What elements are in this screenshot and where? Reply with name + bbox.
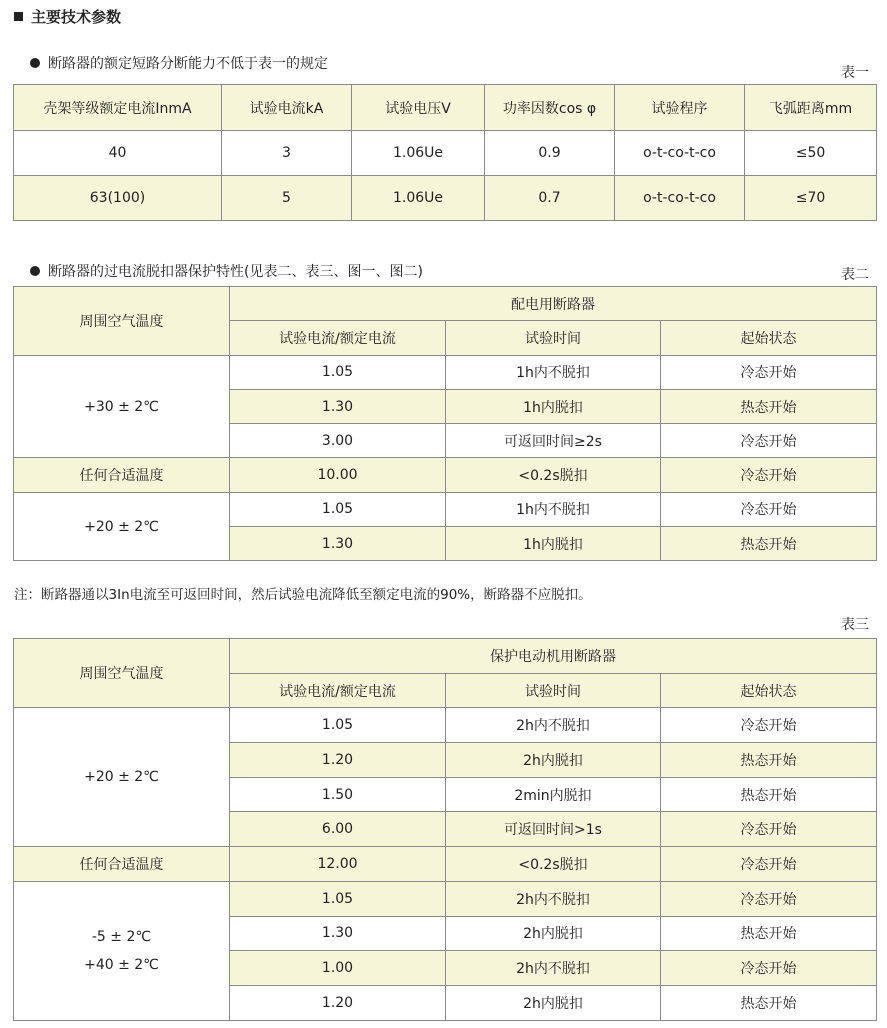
- table3-cell: 2min内脱扣: [446, 777, 661, 812]
- table2-temp-cell: 任何合适温度: [14, 458, 230, 492]
- table-row: [14, 287, 877, 321]
- table-row: [14, 639, 877, 674]
- table1-cell: 40: [14, 131, 222, 176]
- table2-label: 表二: [841, 267, 869, 283]
- table2-cell: 1.30: [230, 389, 446, 423]
- section1-bullet: [30, 53, 328, 73]
- table3-cell: <0.2s脱扣: [446, 847, 661, 882]
- note-text: 注：断路器通以3In电流至可返回时间，然后试验电流降低至额定电流的90%，断路器不应脱扣。: [14, 587, 592, 603]
- table2-group-header: 配电用断路器: [230, 287, 877, 321]
- table1-header-cell: 试验电流kA: [222, 85, 352, 131]
- table3-cell: 冷态开始: [661, 881, 877, 916]
- table2-cell: 冷态开始: [661, 492, 877, 526]
- table3-cell: 2h内不脱扣: [446, 708, 661, 743]
- table2-cell: 1h内不脱扣: [446, 355, 661, 389]
- table1-cell: 1.06Ue: [352, 176, 485, 221]
- table3-cell: 1.05: [230, 881, 446, 916]
- table3-cell: 2h内脱扣: [446, 985, 661, 1020]
- table2-sub-header: 起始状态: [661, 321, 877, 355]
- table2-cell: 1h内脱扣: [446, 527, 661, 561]
- table1-cell: o-t-co-t-co: [615, 131, 745, 176]
- table1: [13, 84, 877, 221]
- table1-cell: 3: [222, 131, 352, 176]
- table2-cell: 可返回时间≥2s: [446, 424, 661, 458]
- table3-group-header: 保护电动机用断路器: [230, 639, 877, 674]
- table-row: [14, 355, 877, 389]
- table3-cell: 6.00: [230, 812, 446, 847]
- table2-sub-header: 试验电流/额定电流: [230, 321, 446, 355]
- table1-header-cell: 试验电压V: [352, 85, 485, 131]
- section2-bullet-text: 断路器的过电流脱扣器保护特性(见表二、表三、图一、图二): [48, 264, 423, 280]
- bullet-dot-icon: [30, 58, 40, 68]
- table3-sub-header: 试验电流/额定电流: [230, 673, 446, 708]
- table2-cell: 3.00: [230, 424, 446, 458]
- table3-cell: 热态开始: [661, 777, 877, 812]
- table3-temp-cell: [14, 881, 230, 1020]
- table-row: [14, 176, 877, 221]
- table3-cell: 冷态开始: [661, 847, 877, 882]
- table3-cell: 1.20: [230, 743, 446, 778]
- table-row: [14, 492, 877, 526]
- table2-temp-cell: +30 ± 2℃: [14, 355, 230, 458]
- table2-sub-header: 试验时间: [446, 321, 661, 355]
- table-row: [14, 458, 877, 492]
- table-row: [14, 881, 877, 916]
- table2-cell: 1h内脱扣: [446, 389, 661, 423]
- table3-temp-cell: +20 ± 2℃: [14, 708, 230, 847]
- table1-cell: 5: [222, 176, 352, 221]
- table1-cell: 0.7: [485, 176, 615, 221]
- table2-cell: 1.30: [230, 527, 446, 561]
- table2-temp-cell: +20 ± 2℃: [14, 492, 230, 561]
- table3: [13, 638, 877, 1021]
- table3-cell: 可返回时间>1s: [446, 812, 661, 847]
- table-row: [14, 708, 877, 743]
- temp-line: +40 ± 2℃: [84, 956, 159, 973]
- table2-cell: 1h内不脱扣: [446, 492, 661, 526]
- table3-cell: 冷态开始: [661, 708, 877, 743]
- table1-cell: ≤70: [745, 176, 877, 221]
- table3-cell: 1.20: [230, 985, 446, 1020]
- table2-cell: 10.00: [230, 458, 446, 492]
- table1-header-cell: 功率因数cos φ: [485, 85, 615, 131]
- table3-cell: 热态开始: [661, 743, 877, 778]
- table1-cell: ≤50: [745, 131, 877, 176]
- table2: [13, 286, 877, 561]
- table1-cell: 1.06Ue: [352, 131, 485, 176]
- table3-ambient-header: 周围空气温度: [14, 639, 230, 708]
- table2-cell: <0.2s脱扣: [446, 458, 661, 492]
- table1-header-cell: 试验程序: [615, 85, 745, 131]
- square-bullet-icon: [14, 12, 23, 21]
- table3-cell: 1.50: [230, 777, 446, 812]
- table1-cell: o-t-co-t-co: [615, 176, 745, 221]
- table1-label: 表一: [841, 65, 869, 81]
- table3-cell: 1.05: [230, 708, 446, 743]
- table3-cell: 1.30: [230, 916, 446, 951]
- table2-cell: 1.05: [230, 492, 446, 526]
- section2-bullet: [30, 261, 423, 281]
- table3-cell: 冷态开始: [661, 812, 877, 847]
- bullet-dot-icon: [30, 266, 40, 276]
- table3-cell: 2h内不脱扣: [446, 881, 661, 916]
- table2-cell: 热态开始: [661, 389, 877, 423]
- table3-cell: 冷态开始: [661, 951, 877, 986]
- table3-sub-header: 起始状态: [661, 673, 877, 708]
- table3-cell: 12.00: [230, 847, 446, 882]
- section1-bullet-text: 断路器的额定短路分断能力不低于表一的规定: [48, 56, 328, 72]
- table-row: [14, 131, 877, 176]
- table3-cell: 热态开始: [661, 985, 877, 1020]
- table1-cell: 63(100): [14, 176, 222, 221]
- table3-cell: 2h内不脱扣: [446, 951, 661, 986]
- table3-cell: 2h内脱扣: [446, 916, 661, 951]
- table3-label: 表三: [841, 617, 869, 633]
- table2-cell: 冷态开始: [661, 355, 877, 389]
- table2-cell: 冷态开始: [661, 424, 877, 458]
- table-row: [14, 847, 877, 882]
- table2-cell: 冷态开始: [661, 458, 877, 492]
- table1-header-row: [14, 85, 877, 131]
- table1-header-cell: 壳架等级额定电流InmA: [14, 85, 222, 131]
- table3-cell: 1.00: [230, 951, 446, 986]
- table1-cell: 0.9: [485, 131, 615, 176]
- heading-text: 主要技术参数: [31, 8, 122, 26]
- table3-cell: 2h内脱扣: [446, 743, 661, 778]
- temp-line: -5 ± 2℃: [91, 928, 152, 945]
- table3-cell: 热态开始: [661, 916, 877, 951]
- table3-sub-header: 试验时间: [446, 673, 661, 708]
- table2-cell: 1.05: [230, 355, 446, 389]
- table2-ambient-header: 周围空气温度: [14, 287, 230, 356]
- table3-temp-cell: 任何合适温度: [14, 847, 230, 882]
- page-heading: [14, 6, 121, 27]
- table2-cell: 热态开始: [661, 527, 877, 561]
- table1-header-cell: 飞弧距离mm: [745, 85, 877, 131]
